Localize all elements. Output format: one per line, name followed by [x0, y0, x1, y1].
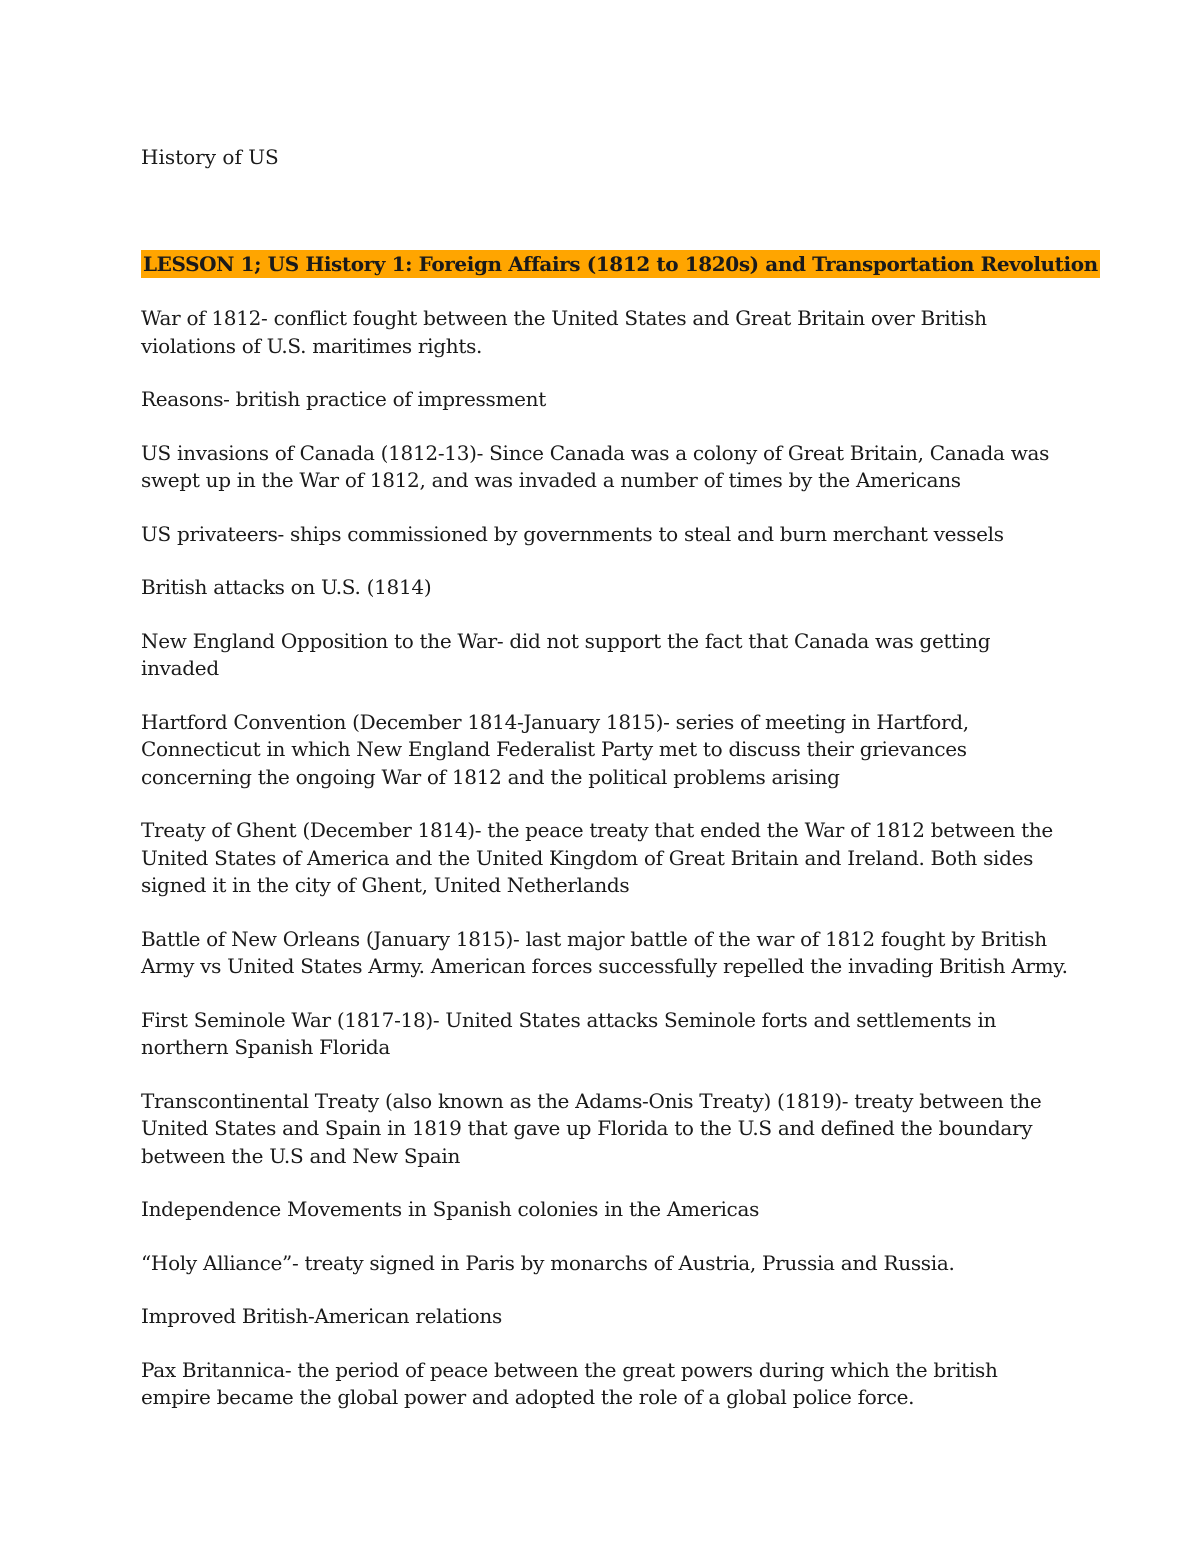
paragraph-independence-movements: Independence Movements in Spanish colonies in the Americas: [141, 1197, 760, 1221]
lesson-heading: LESSON 1; US History 1: Foreign Affairs (1812 to 1820s) and Transportation Revolution: [143, 252, 1098, 276]
paragraph-new-england-opposition: New England Opposition to the War- did not support the fact that Canada was getting invaded: [141, 628, 991, 680]
paragraph-transcontinental-treaty: Transcontinental Treaty (also known as the Adams-Onis Treaty) (1819)- treaty between the United States and Spain in 1819 that gave up Florida to the U.S and defined the boundary between the U.S and New Spain: [141, 1088, 1042, 1168]
document-title: History of US: [141, 145, 279, 169]
paragraph-holy-alliance: “Holy Alliance”- treaty signed in Paris by monarchs of Austria, Prussia and Russia.: [141, 1250, 955, 1275]
document-body: [141, 305, 1071, 1438]
paragraph-privateers: US privateers- ships commissioned by governments to steal and burn merchant vessels: [141, 521, 1004, 546]
paragraph-pax-britannica: Pax Britannica- the period of peace between the great powers during which the british empire became the global power and adopted the role of a global police force.: [141, 1357, 998, 1409]
paragraph-british-attacks: British attacks on U.S. (1814): [141, 575, 432, 599]
paragraph-first-seminole-war: First Seminole War (1817-18)- United States attacks Seminole forts and settlements in northern Spanish Florida: [141, 1007, 997, 1059]
paragraph-battle-of-new-orleans: Battle of New Orleans (January 1815)- last major battle of the war of 1812 fought by British Army vs United States Army. American forces successfully repelled the invading British Army.: [141, 926, 1068, 978]
paragraph-reasons: Reasons- british practice of impressment: [141, 387, 547, 411]
paragraph-invasions-of-canada: US invasions of Canada (1812-13)- Since Canada was a colony of Great Britain, Canada was swept up in the War of 1812, and was invaded a number of times by the Americans: [141, 440, 1050, 492]
paragraph-hartford-convention: Hartford Convention (December 1814-January 1815)- series of meeting in Hartford, Connecticut in which New England Federalist Party met to discuss their grievances concerning the ongoing War of 1812 and the political problems arising: [141, 709, 969, 789]
paragraph-treaty-of-ghent: Treaty of Ghent (December 1814)- the peace treaty that ended the War of 1812 between the United States of America and the United Kingdom of Great Britain and Ireland. Both sides signed it in the city of Ghent, United Netherlands: [141, 818, 1053, 897]
paragraph-war-of-1812: War of 1812- conflict fought between the United States and Great Britain over British violations of U.S. maritimes rights.: [141, 306, 987, 358]
paragraph-british-american-relations: Improved British-American relations: [141, 1304, 502, 1328]
